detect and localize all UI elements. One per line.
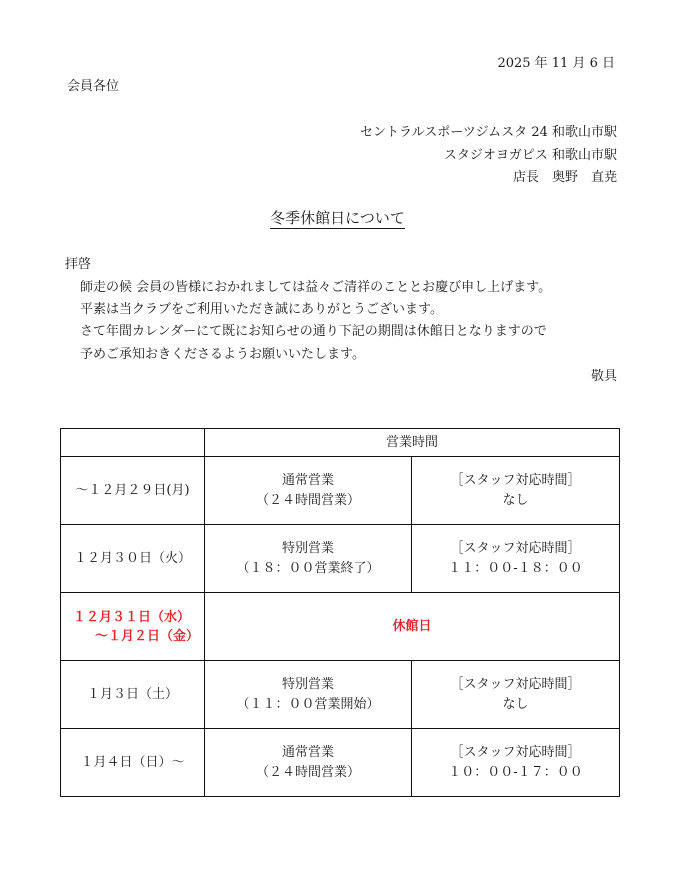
row-staff [412, 457, 620, 525]
staff-value: なし [502, 696, 529, 712]
table-row [61, 525, 620, 593]
header-business-hours: 営業時間 [205, 429, 620, 457]
hours-type: 通常営業 [281, 472, 334, 488]
table-row [61, 661, 620, 729]
row-date: １２月３０日（火） [61, 525, 205, 593]
header-empty-cell [61, 429, 205, 457]
business-hours-table [60, 428, 620, 797]
table-row [61, 457, 620, 525]
letter-closing: 敬具 [590, 369, 617, 384]
hours-type: 通常営業 [281, 744, 334, 760]
table-row-closed [61, 593, 620, 661]
letter-body-line: 師走の候 会員の皆様におかれましては益々ご清祥のこととお慶び申し上げます。 [80, 280, 552, 295]
staff-label: ［スタッフ対応時間］ [450, 744, 581, 760]
row-date: １月４日（日）～ [61, 729, 205, 797]
closed-status: 休館日 [205, 593, 620, 661]
document-title-text: 冬季休館日について [270, 209, 405, 227]
sender-line-manager: 店長 奥野 直尭 [512, 170, 617, 185]
row-hours [205, 661, 412, 729]
closed-end: ～１月２日（金） [95, 628, 200, 644]
row-staff [412, 661, 620, 729]
hours-type: 特別営業 [281, 676, 334, 692]
row-hours [205, 729, 412, 797]
hours-detail: （２４時間営業） [255, 492, 360, 508]
hours-type: 特別営業 [281, 540, 334, 556]
table-header-row [61, 429, 620, 457]
closed-start: １２月３１日（水） [73, 609, 191, 625]
sender-line-gym: セントラルスポーツジムスタ 24 和歌山市駅 [360, 125, 617, 140]
addressee: 会員各位 [67, 79, 120, 94]
row-date-closed [61, 593, 205, 661]
row-hours [205, 525, 412, 593]
staff-value: １１：００-１８：００ [448, 560, 583, 576]
hours-detail: （１１：００営業開始） [236, 696, 380, 712]
document-date: 2025 年 11 月 6 日 [497, 56, 615, 71]
row-date: ～１２月２９日(月) [61, 457, 205, 525]
row-staff [412, 729, 620, 797]
letter-greeting: 拝啓 [65, 257, 92, 272]
hours-detail: （２４時間営業） [255, 764, 360, 780]
letter-body-line: 平素は当クラブをご利用いただき誠にありがとうございます。 [80, 302, 443, 317]
row-hours [205, 457, 412, 525]
table-row [61, 729, 620, 797]
document-title [0, 207, 675, 228]
staff-label: ［スタッフ対応時間］ [450, 540, 581, 556]
staff-value: なし [502, 492, 529, 508]
letter-body-line: 予めご承知おきくださるようお願いいたします。 [80, 347, 365, 362]
sender-line-studio: スタジオヨガピス 和歌山市駅 [443, 148, 617, 163]
hours-detail: （１８：００営業終了） [236, 560, 380, 576]
staff-label: ［スタッフ対応時間］ [450, 676, 581, 692]
staff-value: １０：００-１７：００ [448, 764, 583, 780]
staff-label: ［スタッフ対応時間］ [450, 472, 581, 488]
row-date: １月３日（土） [61, 661, 205, 729]
letter-body-line: さて年間カレンダーにて既にお知らせの通り下記の期間は休館日となりますので [80, 324, 547, 339]
row-staff [412, 525, 620, 593]
